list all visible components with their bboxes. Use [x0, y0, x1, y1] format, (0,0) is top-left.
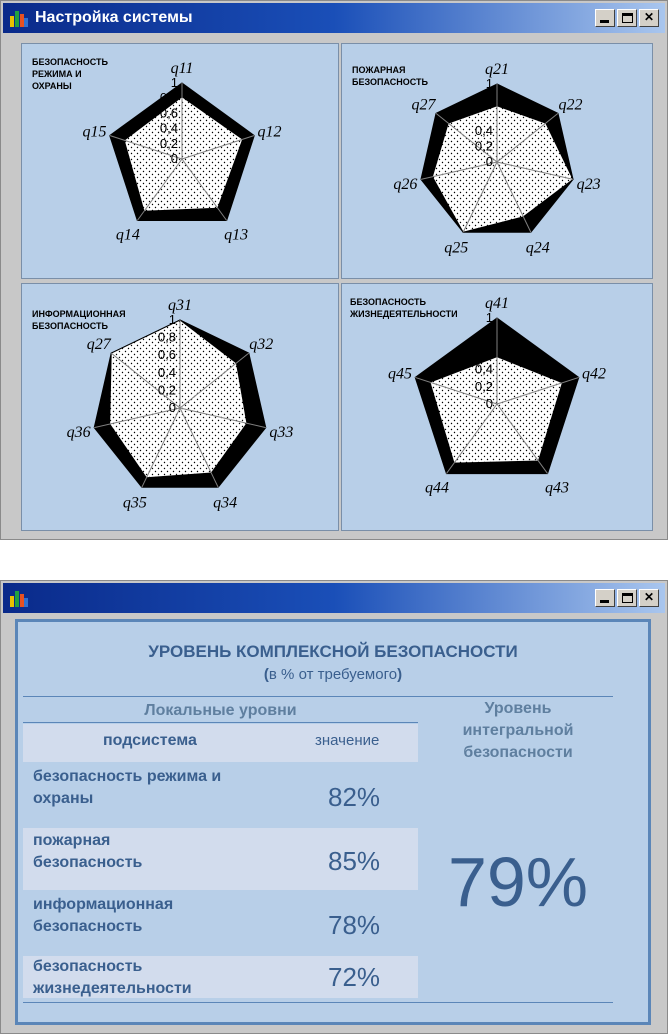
- radar-tick-label: 0,2: [474, 378, 493, 394]
- radar-chart-3: [22, 284, 340, 532]
- radar-panel-2: [341, 43, 653, 279]
- radar-axis-label: q25: [444, 239, 469, 257]
- radar-axis-label: q42: [582, 365, 607, 383]
- radar-title-2: ПОЖАРНАЯ БЕЗОПАСНОСТЬ: [352, 65, 428, 87]
- table-row: [23, 956, 418, 998]
- app-icon: [9, 8, 29, 28]
- radar-tick-label: 0,4: [157, 364, 176, 380]
- radar-tick-label: 0,8: [157, 329, 176, 345]
- radar-tick-label: 0,2: [157, 382, 176, 398]
- table-row: [23, 764, 418, 826]
- radar-axis-label: q43: [544, 479, 569, 497]
- divider-local: [23, 722, 418, 723]
- radar-axis-label: q41: [485, 295, 509, 312]
- radar-chart-2: [342, 44, 654, 280]
- radar-axis-label: q31: [168, 297, 192, 314]
- radar-title-4: БЕЗОПАСНОСТЬ ЖИЗНЕДЕЯТЕЛЬНОСТИ: [350, 297, 458, 319]
- local-levels-title: Локальные уровни: [144, 702, 297, 719]
- radar-tick-label: 0,6: [157, 347, 176, 363]
- radar-tick-label: 0: [170, 151, 178, 166]
- radar-chart-1: [22, 44, 340, 280]
- summary-subheading: (в % от требуемого): [263, 666, 403, 683]
- radar-axis-label: q15: [82, 123, 107, 141]
- radar-axis-label: q45: [387, 365, 412, 383]
- summary-heading: УРОВЕНЬ КОМПЛЕКСНОЙ БЕЗОПАСНОСТИ: [148, 642, 518, 661]
- radar-axis-label: q13: [224, 226, 249, 244]
- security-level-window: [0, 580, 668, 1034]
- radar-axis-label: q26: [393, 175, 418, 193]
- close-icon[interactable]: ✕: [639, 589, 659, 607]
- radar-panel-3: [21, 283, 339, 531]
- divider-bottom: [23, 1002, 613, 1003]
- divider-top: [23, 696, 613, 697]
- radar-axis-label: q24: [525, 239, 550, 257]
- radar-tick-label: 0: [485, 154, 493, 169]
- integral-level-value: 79%: [447, 843, 589, 921]
- security-summary: [15, 619, 651, 1025]
- close-icon[interactable]: ✕: [639, 9, 659, 27]
- column-header-value: значение: [315, 732, 380, 749]
- subsystem-value: 85%: [328, 846, 381, 876]
- radar-tick-label: 1: [485, 76, 493, 91]
- radar-title-1: БЕЗОПАСНОСТЬ РЕЖИМА И ОХРАНЫ: [32, 57, 108, 91]
- radar-tick-label: 0,8: [159, 90, 178, 106]
- radar-tick-label: 1: [168, 312, 176, 327]
- radar-axis-label: q11: [170, 60, 194, 77]
- radar-title-3: ИНФОРМАЦИОННАЯ БЕЗОПАСНОСТЬ: [32, 309, 126, 331]
- radar-axis-label: q32: [249, 336, 274, 354]
- column-header-subsystem: подсистема: [103, 732, 197, 749]
- radar-tick-label: 0,4: [474, 122, 493, 138]
- minimize-icon[interactable]: [595, 589, 615, 607]
- radar-panel-1: [21, 43, 339, 279]
- radar-axis-label: q36: [66, 424, 91, 442]
- subsystem-name: информационная безопасность: [33, 896, 174, 935]
- radar-tick-label: 0,4: [474, 361, 493, 377]
- radar-axis-label: q35: [122, 494, 147, 512]
- minimize-icon[interactable]: [595, 9, 615, 27]
- radar-tick-label: 0,2: [159, 135, 178, 151]
- subsystem-value: 82%: [328, 782, 381, 812]
- radar-axis-label: q21: [485, 61, 509, 78]
- radar-axis-label: q44: [425, 479, 450, 497]
- radar-tick-label: 0,4: [159, 120, 178, 136]
- radar-tick-label: 0,2: [474, 138, 493, 154]
- subsystem-name: безопасность режима и охраны: [33, 768, 222, 807]
- window-title: Настройка системы: [35, 9, 193, 26]
- radar-axis-label: q27: [411, 96, 436, 114]
- subsystem-value: 78%: [328, 910, 381, 940]
- title-bar-2[interactable]: [3, 583, 665, 613]
- radar-axis-label: q22: [558, 96, 583, 114]
- subsystem-name: безопасность жизнедеятельности: [33, 958, 192, 997]
- radar-axis-label: q34: [213, 494, 238, 512]
- radar-tick-label: 1: [170, 75, 178, 90]
- radar-tick-label: 0: [168, 400, 176, 415]
- table-row: [23, 828, 418, 890]
- radar-axis-label: q12: [257, 123, 282, 141]
- integral-level-label: Уровень интегральной безопасности: [462, 700, 574, 761]
- subsystem-name: пожарная безопасность: [33, 832, 143, 871]
- radar-axis-label: q14: [115, 226, 140, 244]
- radar-chart-4: [342, 284, 654, 532]
- radar-axis-label: q23: [576, 175, 601, 193]
- radar-tick-label: 0,6: [159, 105, 178, 121]
- radar-panel-4: [341, 283, 653, 531]
- radar-tick-label: 0: [485, 396, 493, 411]
- radar-axis-label: q27: [86, 336, 111, 354]
- table-header: [23, 724, 418, 762]
- title-bar[interactable]: [3, 3, 665, 33]
- maximize-icon[interactable]: [617, 9, 637, 27]
- radar-tick-label: 1: [485, 310, 493, 325]
- app-icon-2: [9, 588, 29, 608]
- maximize-icon[interactable]: [617, 589, 637, 607]
- table-row: [23, 892, 418, 954]
- subsystem-value: 72%: [328, 962, 381, 992]
- radar-axis-label: q33: [269, 424, 294, 442]
